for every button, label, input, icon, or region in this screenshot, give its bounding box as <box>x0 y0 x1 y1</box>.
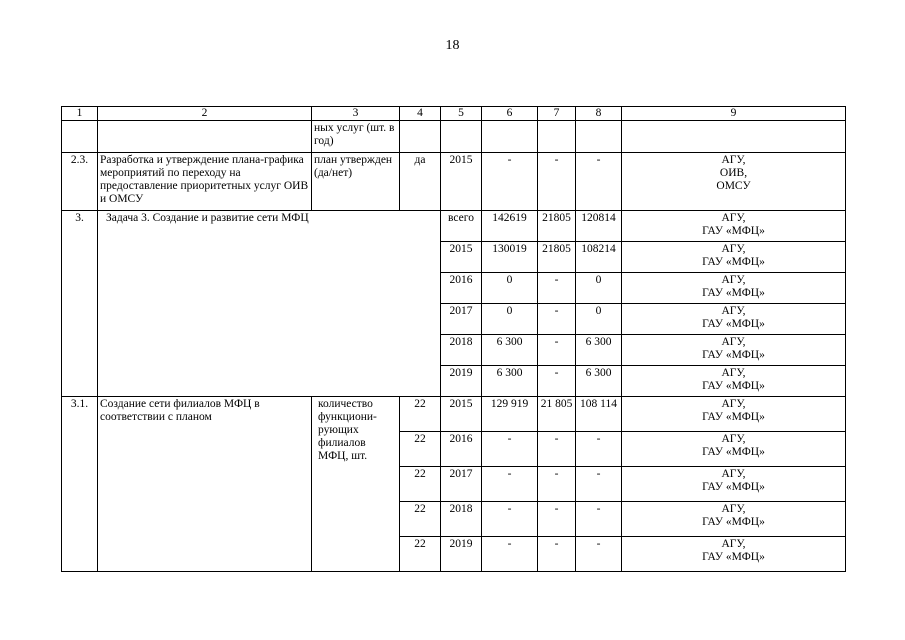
header-cell: 5 <box>441 107 482 121</box>
value-cell: - <box>482 537 538 572</box>
row-number: 3. <box>62 211 98 397</box>
value-cell: - <box>482 502 538 537</box>
value-cell: 130019 <box>482 242 538 273</box>
indicator-cell: количество функциони-рующих филиалов МФЦ, шт. <box>312 397 400 572</box>
year-cell: всего <box>441 211 482 242</box>
value-cell: 0 <box>576 304 622 335</box>
value-cell: 129 919 <box>482 397 538 432</box>
year-cell: 2015 <box>441 397 482 432</box>
header-cell: 1 <box>62 107 98 121</box>
header-cell: 9 <box>622 107 846 121</box>
header-cell: 3 <box>312 107 400 121</box>
year-cell: 2016 <box>441 432 482 467</box>
value-cell: - <box>576 467 622 502</box>
value-cell: 6 300 <box>576 366 622 397</box>
value-cell: 21 805 <box>538 397 576 432</box>
responsible-cell: АГУ, ГАУ «МФЦ» <box>622 397 846 432</box>
responsible-cell: АГУ, ГАУ «МФЦ» <box>622 211 846 242</box>
table-row <box>62 397 846 432</box>
task-title: Задача 3. Создание и развитие сети МФЦ <box>98 211 441 397</box>
table-row <box>62 153 846 211</box>
year-cell: 2019 <box>441 366 482 397</box>
responsible-cell: АГУ, ОИВ, ОМСУ <box>622 153 846 211</box>
header-cell: 8 <box>576 107 622 121</box>
target-cell: 22 <box>400 397 441 432</box>
value-cell: 108 114 <box>576 397 622 432</box>
value-cell: - <box>576 537 622 572</box>
value-cell: - <box>538 335 576 366</box>
responsible-cell: АГУ, ГАУ «МФЦ» <box>622 335 846 366</box>
value-cell: - <box>538 273 576 304</box>
year-cell: 2015 <box>441 153 482 211</box>
responsible-cell: АГУ, ГАУ «МФЦ» <box>622 537 846 572</box>
value-cell: 0 <box>576 273 622 304</box>
value-cell: - <box>538 537 576 572</box>
year-cell: 2018 <box>441 335 482 366</box>
target-cell: 22 <box>400 432 441 467</box>
value-cell: - <box>576 502 622 537</box>
responsible-cell: АГУ, ГАУ «МФЦ» <box>622 304 846 335</box>
value-cell: 6 300 <box>576 335 622 366</box>
year-cell: 2018 <box>441 502 482 537</box>
row-number: 3.1. <box>62 397 98 572</box>
page-number: 18 <box>445 38 460 53</box>
value-cell: - <box>538 153 576 211</box>
year-cell: 2017 <box>441 304 482 335</box>
year-cell: 2015 <box>441 242 482 273</box>
value-cell: - <box>576 432 622 467</box>
value-cell: - <box>576 153 622 211</box>
value-cell: - <box>482 153 538 211</box>
target-cell: да <box>400 153 441 211</box>
indicator-cell: план утвержден (да/нет) <box>312 153 400 211</box>
table-row <box>62 211 846 242</box>
value-cell: - <box>538 467 576 502</box>
year-cell: 2017 <box>441 467 482 502</box>
value-cell: - <box>538 502 576 537</box>
value-cell: 0 <box>482 273 538 304</box>
responsible-cell: АГУ, ГАУ «МФЦ» <box>622 366 846 397</box>
year-cell: 2016 <box>441 273 482 304</box>
responsible-cell: АГУ, ГАУ «МФЦ» <box>622 273 846 304</box>
value-cell: 6 300 <box>482 335 538 366</box>
responsible-cell: АГУ, ГАУ «МФЦ» <box>622 467 846 502</box>
column-number-row <box>62 107 846 121</box>
value-cell: - <box>482 432 538 467</box>
value-cell: 0 <box>482 304 538 335</box>
value-cell: - <box>538 304 576 335</box>
value-cell: 142619 <box>482 211 538 242</box>
target-cell: 22 <box>400 537 441 572</box>
value-cell: 21805 <box>538 211 576 242</box>
value-cell: - <box>482 467 538 502</box>
value-cell: 21805 <box>538 242 576 273</box>
value-cell: - <box>538 432 576 467</box>
year-cell: 2019 <box>441 537 482 572</box>
indicator-cell: ных услуг (шт. в год) <box>312 121 400 153</box>
activity-name: Разработка и утверждение плана-графика мероприятий по переходу на предоставление приоритетных услуг ОИВ и ОМСУ <box>98 153 312 211</box>
value-cell: 108214 <box>576 242 622 273</box>
target-cell: 22 <box>400 502 441 537</box>
target-cell: 22 <box>400 467 441 502</box>
header-cell: 2 <box>98 107 312 121</box>
header-cell: 7 <box>538 107 576 121</box>
row-number: 2.3. <box>62 153 98 211</box>
responsible-cell: АГУ, ГАУ «МФЦ» <box>622 242 846 273</box>
program-table <box>61 106 846 572</box>
header-cell: 4 <box>400 107 441 121</box>
value-cell: 120814 <box>576 211 622 242</box>
activity-name: Создание сети филиалов МФЦ в соответствии с планом <box>98 397 312 572</box>
continuation-row <box>62 121 846 153</box>
header-cell: 6 <box>482 107 538 121</box>
responsible-cell: АГУ, ГАУ «МФЦ» <box>622 432 846 467</box>
value-cell: - <box>538 366 576 397</box>
value-cell: 6 300 <box>482 366 538 397</box>
responsible-cell: АГУ, ГАУ «МФЦ» <box>622 502 846 537</box>
